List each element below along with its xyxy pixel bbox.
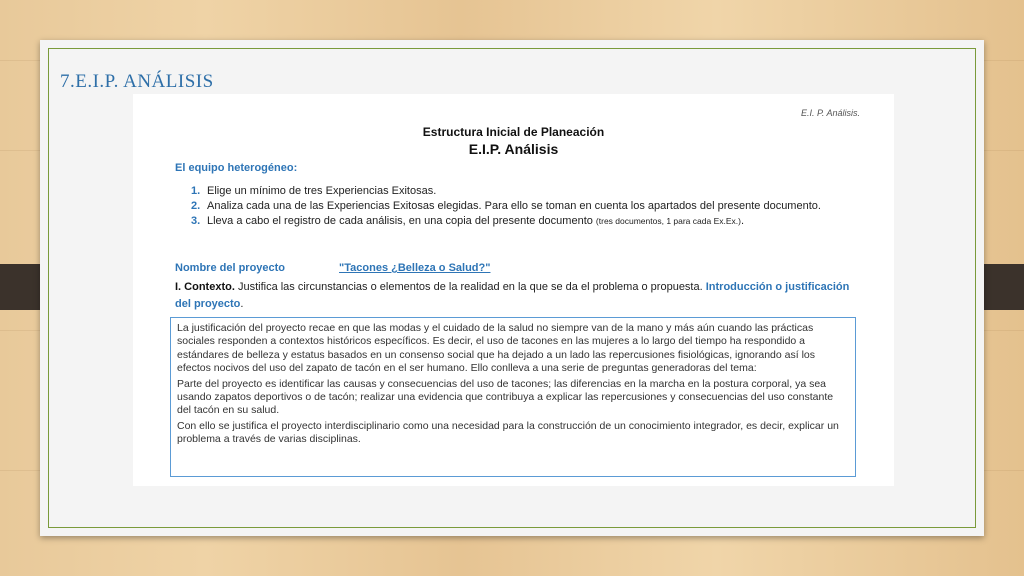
justification-box xyxy=(170,317,856,477)
step-text: Lleva a cabo el registro de cada análisis, en una copia del presente documento xyxy=(207,215,596,227)
right-tab-decoration xyxy=(980,264,1024,310)
list-item xyxy=(175,199,855,213)
justification-paragraph: Con ello se justifica el proyecto interdisciplinario como una necesidad para la construcción de un conocimiento integrador, es decir, explicar un problema a través de varias disciplinas. xyxy=(177,419,839,446)
step-number: 3. xyxy=(191,215,201,227)
justification-paragraph: La justificación del proyecto recae en que las modas y el cuidado de la salud no siempre van de la mano y más aún cuando las prácticas sociales responden a contextos históricos específicos. Es decir, el uso de tacones en las mujeres a lo largo del tiempo ha respondido a estándares de belleza y estatus basados en un consenso social que ha dejado a un lado las repercusiones fisiológicas, ignorando así los efectos nocivos del uso del zapato de tacón en el ser humano. Ello conlleva a una serie de preguntas generadoras del tema: xyxy=(177,322,816,375)
context-label: I. Contexto. xyxy=(175,281,235,293)
document-heading: Estructura Inicial de Planeación xyxy=(422,125,605,139)
project-name-row xyxy=(175,262,510,274)
context-highlight: Introducción o justificación del proyecto xyxy=(175,281,850,310)
project-label: Nombre del proyecto xyxy=(175,262,286,274)
step-number: 2. xyxy=(191,200,201,212)
document-image xyxy=(133,94,894,486)
step-end: . xyxy=(740,215,745,227)
justification-paragraph: Parte del proyecto es identificar las causas y consecuencias del uso de tacones; las diferencias en la marcha en la postura corporal, ya sea usando zapatos deportivos o de tacón; realizar una evidencia que contribuya a explicar las repercusiones y consecuencias del uso constante del tacón en su salud. xyxy=(177,377,834,417)
steps-list xyxy=(175,184,855,229)
project-value: "Tacones ¿Belleza o Salud?" xyxy=(339,262,491,274)
list-item xyxy=(175,214,855,228)
step-number: 1. xyxy=(191,185,201,197)
slide-title: 7.E.I.P. ANÁLISIS xyxy=(60,71,214,92)
context-end: . xyxy=(240,298,244,310)
document-tag: E.I. P. Análisis. xyxy=(800,108,860,118)
left-tab-decoration xyxy=(0,264,44,310)
step-text: Elige un mínimo de tres Experiencias Exitosas. xyxy=(207,185,437,197)
list-item xyxy=(175,184,855,198)
context-text: Justifica las circunstancias o elementos de la realidad en la que se da el problema o propuesta. xyxy=(234,281,706,293)
team-label: El equipo heterogéneo: xyxy=(175,162,298,174)
step-note: (tres documentos, 1 para cada Ex.Ex.) xyxy=(595,216,741,226)
step-text: Analiza cada una de las Experiencias Exitosas elegidas. Para ello se toman en cuenta los apartados del presente documento. xyxy=(207,200,821,212)
document-subheading: E.I.P. Análisis xyxy=(468,141,559,157)
context-paragraph xyxy=(175,279,855,313)
